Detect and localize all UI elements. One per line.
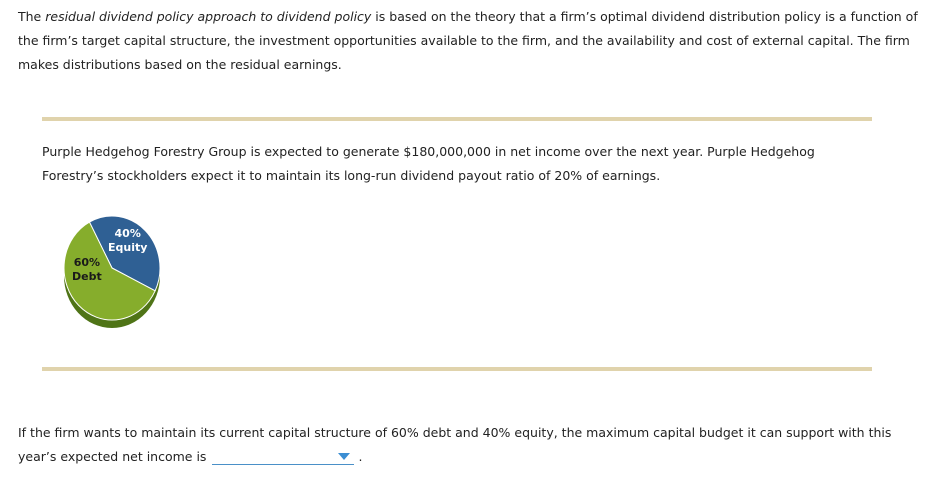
intro-prefix: The [18, 9, 46, 24]
equity-name: Equity [108, 241, 148, 254]
section-divider-top [42, 117, 872, 121]
scenario-text: Purple Hedgehog Forestry Group is expected to generate $180,000,000 in net income over the next year. Purple Hedgehog Forestry’s stockholders expect it to maintain its long-run dividend payout ratio of 20% of earnings. [42, 144, 815, 183]
intro-suffix: is based on the theory that a firm’s optimal dividend distribution policy is a function of the firm’s target capital structure, the investment opportunities available to the firm, and the availability and cost of external capital. The firm makes distributions based on the residual earnings. [18, 9, 918, 72]
capital-budget-dropdown[interactable] [212, 448, 354, 465]
question-body: If the firm wants to maintain its current capital structure of 60% debt and 40% equity, the maximum capital budget it can support with this year’s expected net income is [18, 425, 892, 464]
intro-term: residual dividend policy approach to dividend policy [45, 9, 372, 24]
equity-label [108, 227, 147, 255]
question-end: . [358, 449, 363, 464]
equity-percent: 40% [114, 227, 141, 240]
debt-percent: 60% [73, 256, 101, 269]
intro-paragraph [18, 5, 923, 77]
debt-name: Debt [72, 270, 102, 283]
chevron-down-icon [338, 453, 350, 460]
debt-label [72, 256, 102, 284]
question-text [18, 421, 928, 469]
section-divider-bottom [42, 367, 872, 371]
capital-structure-pie-chart [56, 200, 168, 330]
